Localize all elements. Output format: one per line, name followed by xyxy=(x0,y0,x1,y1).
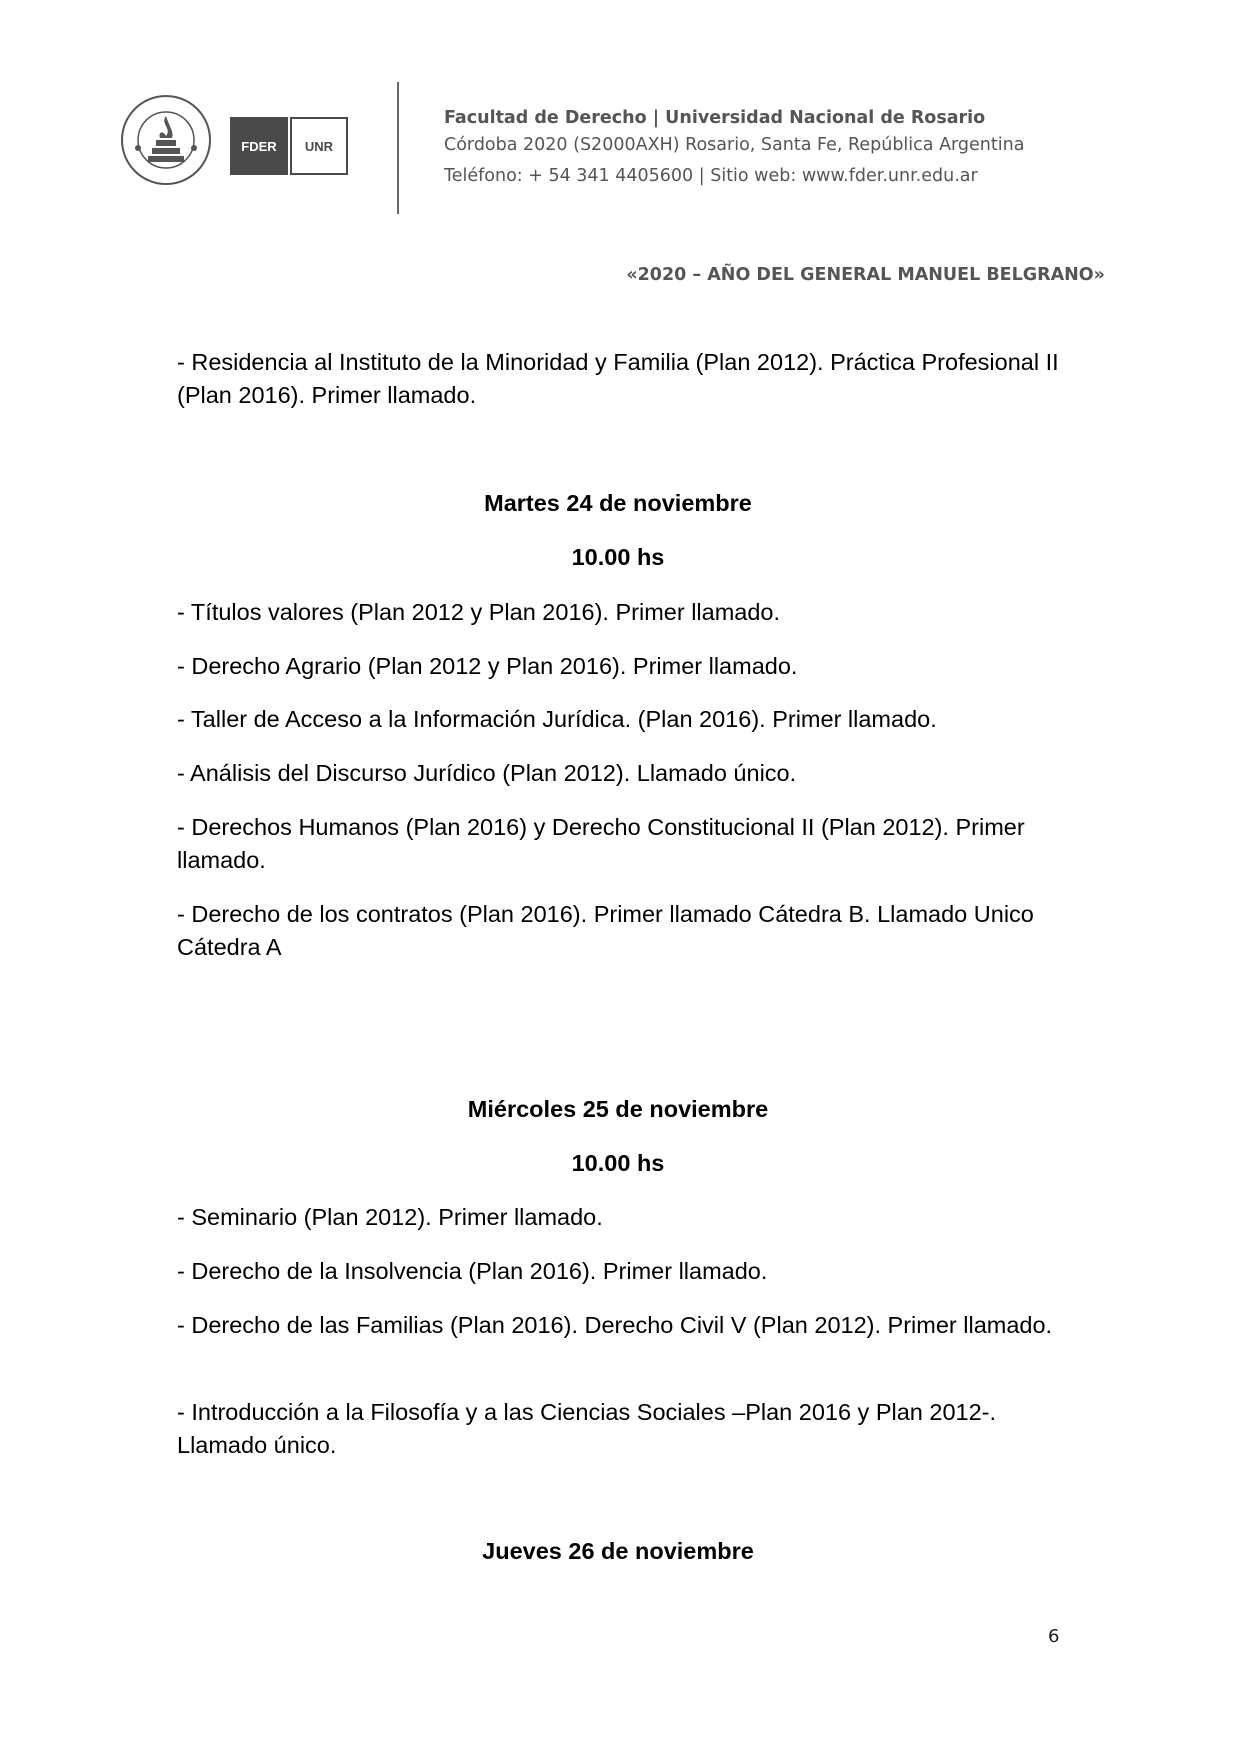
day-heading-2: Miércoles 25 de noviembre xyxy=(467,1096,769,1122)
time-heading-2: 10.00 hs xyxy=(571,1150,665,1176)
day-heading-1: Martes 24 de noviembre xyxy=(484,490,752,516)
day-heading-3: Jueves 26 de noviembre xyxy=(482,1538,754,1564)
header-divider xyxy=(397,82,399,214)
institution-address: Córdoba 2020 (S2000AXH) Rosario, Santa Fe, República Argentina xyxy=(444,135,1025,155)
page-number: 6 xyxy=(1048,1626,1060,1647)
institution-name: Facultad de Derecho | Universidad Nacional de Rosario xyxy=(444,108,986,128)
list-item: - Derechos Humanos (Plan 2016) y Derecho Constitucional II (Plan 2012). Primer llamado. xyxy=(177,814,1025,873)
intro-item: - Residencia al Instituto de la Minoridad y Familia (Plan 2012). Práctica Profesional II (Plan 2016). Primer llamado. xyxy=(177,349,1059,408)
unr-logo: UNR xyxy=(290,117,348,175)
list-item: - Análisis del Discurso Jurídico (Plan 2012). Llamado único. xyxy=(177,760,797,786)
list-item: - Derecho de las Familias (Plan 2016). Derecho Civil V (Plan 2012). Primer llamado. xyxy=(177,1312,1053,1338)
list-item: - Derecho Agrario (Plan 2012 y Plan 2016). Primer llamado. xyxy=(177,653,798,679)
fder-logo: FDER xyxy=(230,117,288,175)
list-item: - Seminario (Plan 2012). Primer llamado. xyxy=(177,1204,603,1230)
list-item: - Derecho de la Insolvencia (Plan 2016). Primer llamado. xyxy=(177,1258,768,1284)
institution-contact: Teléfono: + 54 341 4405600 | Sitio web: www.fder.unr.edu.ar xyxy=(444,166,978,186)
university-seal-logo xyxy=(120,94,212,186)
year-motto: «2020 – AÑO DEL GENERAL MANUEL BELGRANO» xyxy=(626,265,1105,285)
list-item: - Taller de Acceso a la Información Jurídica. (Plan 2016). Primer llamado. xyxy=(177,706,937,732)
list-item: - Introducción a la Filosofía y a las Ciencias Sociales –Plan 2016 y Plan 2012-. Llamado único. xyxy=(177,1399,997,1458)
list-item: - Títulos valores (Plan 2012 y Plan 2016). Primer llamado. xyxy=(177,599,781,625)
time-heading-1: 10.00 hs xyxy=(571,544,665,570)
list-item: - Derecho de los contratos (Plan 2016). Primer llamado Cátedra B. Llamado Unico Cátedra A xyxy=(177,901,1034,960)
institution-block xyxy=(444,106,1024,192)
